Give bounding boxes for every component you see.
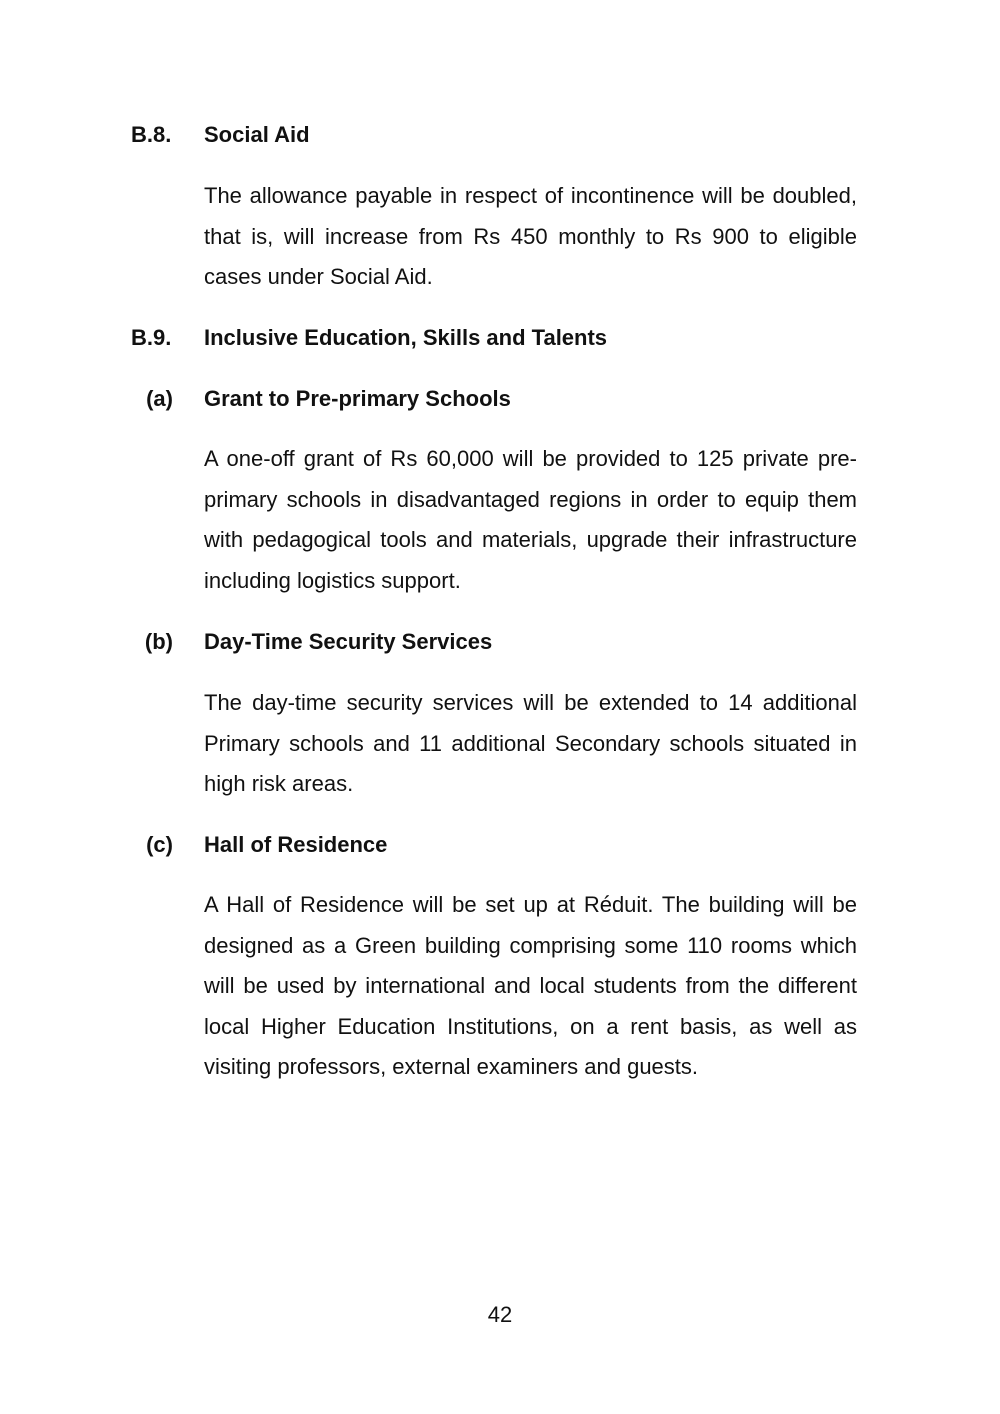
page-number: 42: [487, 1302, 513, 1327]
subsection-heading-b: [0, 627, 1000, 657]
section-title: Social Aid: [204, 122, 310, 147]
section-number: B.9.: [131, 325, 172, 350]
section-heading-b9: [0, 323, 1000, 353]
subsection-letter: (a): [146, 386, 173, 411]
subsection-heading-a: [0, 384, 1000, 414]
section-heading-b8: [0, 120, 1000, 150]
section-number: B.8.: [131, 122, 172, 147]
subsection-title: Grant to Pre-primary Schools: [204, 386, 511, 411]
subsection-title: Hall of Residence: [204, 832, 388, 857]
section-title: Inclusive Education, Skills and Talents: [204, 325, 608, 350]
subsection-title: Day-Time Security Services: [204, 629, 493, 654]
subsection-heading-c: [0, 830, 1000, 860]
section-body-b8: The allowance payable in respect of incontinence will be doubled, that is, will increase from Rs 450 monthly to Rs 900 to eligible cases under Social Aid.: [204, 183, 857, 289]
subsection-body-c: A Hall of Residence will be set up at Réduit. The building will be designed as a Green building comprising some 110 rooms which will be used by international and local students from the different local Higher Education Institutions, on a rent basis, as well as visiting professors, external examiners and guests.: [204, 892, 857, 1079]
subsection-letter: (b): [144, 629, 173, 654]
subsection-letter: (c): [146, 832, 173, 857]
subsection-body-b: The day-time security services will be extended to 14 additional Primary schools and 11 additional Secondary schools situated in high risk areas.: [204, 690, 857, 796]
subsection-body-a: A one-off grant of Rs 60,000 will be provided to 125 private pre-primary schools in disadvantaged regions in order to equip them with pedagogical tools and materials, upgrade their infrastructure including logistics support.: [204, 446, 857, 593]
